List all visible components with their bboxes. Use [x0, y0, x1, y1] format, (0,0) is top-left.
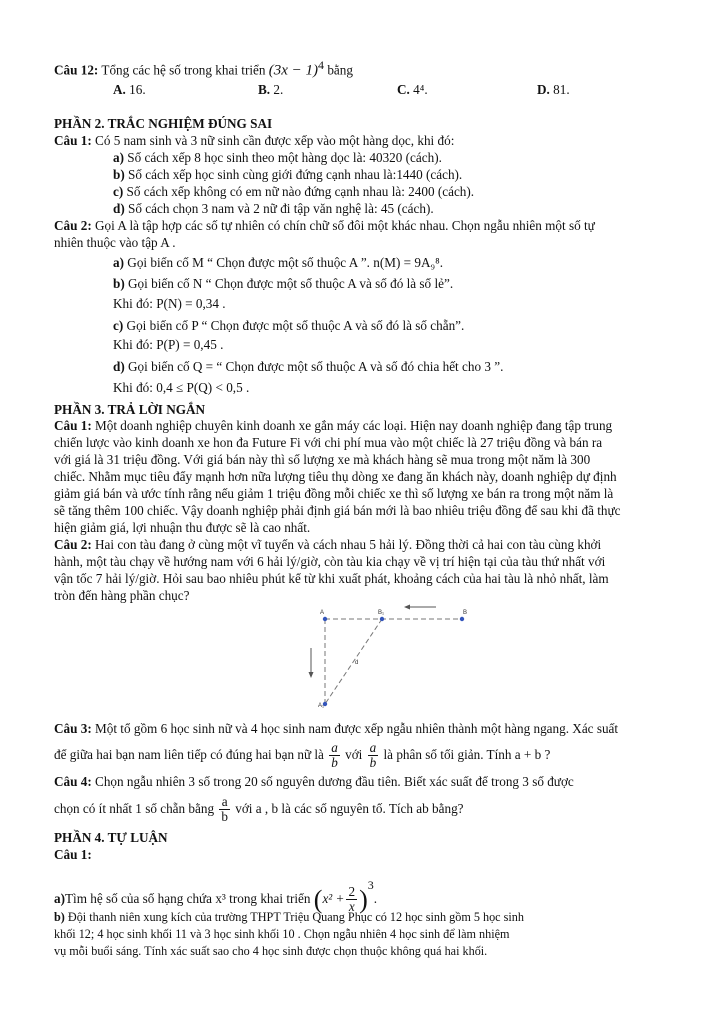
label-d: d [355, 660, 359, 666]
item-letter: a) [113, 150, 124, 165]
fraction-denominator: b [221, 809, 228, 825]
west-arrow-head [404, 605, 410, 610]
fraction-denominator: b [369, 755, 377, 771]
p2-c1-line [54, 133, 454, 149]
paragraph-line: vụ mỗi buổi sáng. Tính xác suất sao cho 4 học sinh được chọn thuộc không quá hai khối. [54, 944, 488, 958]
p3-c2-label: Câu 2: [54, 537, 92, 552]
label-b1: B₁ [378, 610, 385, 616]
option-value: 81. [553, 82, 570, 97]
q12-line [54, 57, 353, 78]
item-text: Gọi biến cố Q = “ Chọn được một số thuộc A và số đó chia hết cho 3 ”. [128, 359, 504, 374]
paragraph-line: tròn đến hàng phần chục? [54, 588, 190, 603]
item-text: Số cách xếp không có em nữ nào đứng cạnh nhau là: 2400 (cách). [126, 184, 475, 199]
part2-heading: PHẦN 2. TRẮC NGHIỆM ĐÚNG SAI [54, 116, 273, 131]
p2-c1-item-d [113, 201, 434, 217]
fraction-a-b [219, 795, 230, 824]
item-letter: d) [113, 359, 125, 374]
q12-text: Tổng các hệ số trong khai triển [101, 62, 266, 78]
paragraph-line: Hai con tàu đang ở cùng một vĩ tuyến và cách nhau 5 hải lý. Đồng thời cả hai con tàu cùng khởi [95, 537, 602, 552]
p2-c2-d-then: Khi đó: 0,4 ≤ P(Q) < 0,5 . [113, 380, 250, 395]
paragraph-text: là phân số tối giản. Tính a + b ? [383, 747, 551, 762]
option-value: 16. [129, 82, 146, 97]
item-text: Tìm hệ số của số hạng chứa x³ trong khai triển [65, 891, 311, 906]
p3-c3-line1 [54, 721, 618, 737]
open-paren: ( [313, 884, 323, 914]
paragraph-line: hành, một tàu chạy về hướng nam với 6 hải lý/giờ, còn tàu kia chạy về vị trí hiện tại của tàu thứ nhất với [54, 554, 606, 569]
p2-c2-item-d [113, 359, 503, 375]
p2-c2-b-then: Khi đó: P(N) = 0,34 . [113, 296, 226, 311]
ships-figure [300, 600, 510, 712]
p4-c1-label: Câu 1: [54, 847, 92, 862]
paragraph-line: Một tổ gồm 6 học sinh nữ và 4 học sinh nam được xếp ngẫu nhiên thành một hàng ngang. Xác suất [95, 721, 619, 736]
p2-c1-text: Có 5 nam sinh và 3 nữ sinh cần được xếp vào một hàng dọc, khi đó: [95, 133, 455, 148]
option-value: 4⁴. [413, 82, 428, 97]
q12-option-b[interactable] [258, 82, 283, 98]
p4-c1-b-line0 [54, 909, 524, 925]
option-letter: D. [537, 82, 550, 97]
item-letter: d) [113, 201, 125, 216]
distance-line [325, 619, 382, 704]
q12-option-a[interactable] [113, 82, 146, 98]
p3-c3-line2 [54, 738, 550, 772]
fraction-a-b [368, 741, 379, 770]
q12-label: Câu 12: [54, 62, 99, 78]
paragraph-text: với a , b là các số nguyên tố. Tích ab bằng? [235, 801, 464, 816]
fraction-denominator: b [331, 755, 338, 771]
fraction-denominator: x [348, 899, 355, 915]
item-letter: a) [54, 891, 65, 906]
point-b [460, 617, 464, 621]
p2-c2-text1: Gọi A là tập hợp các số tự nhiên có chín chữ số đôi một khác nhau. Chọn ngẫu nhiên một số tự [95, 218, 595, 233]
item-text: Số cách xếp 8 học sinh theo một hàng dọc là: 40320 (cách). [127, 150, 442, 165]
p2-c2-line1 [54, 218, 595, 234]
item-text: Gọi biến cố M “ Chọn được một số thuộc A ”. n(M) = 9A₉⁸. [127, 255, 444, 270]
item-letter: c) [113, 184, 124, 199]
item-text: Gọi biến cố P “ Chọn được một số thuộc A và số đó là số chẵn”. [126, 318, 465, 333]
q12-expr: (3x − 1) [268, 62, 319, 79]
p2-c1-item-a [113, 150, 442, 166]
part3-heading: PHẦN 3. TRẢ LỜI NGẮN [54, 402, 206, 417]
p2-c1-label: Câu 1: [54, 133, 92, 148]
paragraph-line: giảm giá bán và ước tính rằng nếu giảm 1 triệu đồng mỗi chiếc xe thì số lượng xe bán ra trong một năm là [54, 486, 614, 501]
south-arrow-head [309, 672, 314, 678]
q12-option-c[interactable] [397, 82, 428, 98]
paragraph-line: Đội thanh niên xung kích của trường THPT Triệu Quang Phục có 12 học sinh gồm 5 học sinh [67, 910, 524, 924]
q12-exp: 4 [318, 58, 325, 72]
paragraph-text: với [345, 747, 363, 762]
p2-c2-item-b [113, 276, 453, 292]
item-text: Gọi biến cố N “ Chọn được một số thuộc A và số đó là số lẻ”. [128, 276, 454, 291]
item-letter: a) [113, 255, 124, 270]
item-letter: c) [113, 318, 124, 333]
paragraph-line: chiến lược vào kinh doanh xe hon đa Future Fi với chi phí mua vào một chiếc là 27 triệu đồng và bán ra [54, 435, 603, 450]
p2-c2-line2: nhiên thuộc vào tập A . [54, 235, 176, 250]
paragraph-line: khối 12; 4 học sinh khối 11 và 3 học sinh khối 10 . Chọn ngẫu nhiên 4 học sinh để làm nhiệm [54, 927, 510, 941]
p3-c4-line2 [54, 792, 464, 826]
p3-c1-label: Câu 1: [54, 418, 92, 433]
p3-c4-line1 [54, 774, 574, 790]
p2-c2-c-then: Khi đó: P(P) = 0,45 . [113, 337, 224, 352]
paragraph-line: Một doanh nghiệp chuyên kinh doanh xe gắn máy các loại. Hiện nay doanh nghiệp đang tập trung [95, 418, 613, 433]
item-text: Số cách chọn 3 nam và 2 nữ đi tập văn nghệ là: 45 (cách). [128, 201, 434, 216]
fraction-numerator: 2 [348, 884, 356, 900]
p4-c1-a: a)Tìm hệ số của số hạng chứa x³ trong khai triển (x² + $\frac{2}{x}$ )$^3$. [54, 878, 378, 915]
paragraph-line: với giá là 31 triệu đồng. Với giá bán này thì số lượng xe mà khách hàng sẽ mua trong một năm là 300 [54, 452, 591, 467]
paragraph-line: chiếc. Nhằm mục tiêu đẩy mạnh hơn nữa lượng tiêu thụ dòng xe đang ăn khách này, doanh nghiệp dự định [54, 469, 617, 484]
item-letter: b) [54, 910, 65, 924]
q12-option-d[interactable] [537, 82, 570, 98]
p2-c2-label: Câu 2: [54, 218, 92, 233]
part4-heading: PHẦN 4. TỰ LUẬN [54, 830, 168, 845]
p2-c2-item-a [113, 255, 443, 271]
label-a1: A₁ [318, 703, 325, 709]
p3-c4-label: Câu 4: [54, 774, 92, 789]
item-text: Số cách xếp học sinh cùng giới đứng cạnh nhau là:1440 (cách). [128, 167, 463, 182]
paragraph-text: chọn có ít nhất 1 số chẵn bằng [54, 801, 215, 816]
point-b1 [380, 617, 384, 621]
item-letter: b) [113, 276, 125, 291]
p3-c2-line0 [54, 537, 601, 553]
label-b: B [463, 610, 468, 616]
p2-c1-item-b [113, 167, 462, 183]
option-letter: B. [258, 82, 271, 97]
close-paren: ) [359, 884, 368, 914]
fraction-a-b [329, 741, 340, 770]
paragraph-text: để giữa hai bạn nam liên tiếp có đúng hai bạn nữ là [54, 747, 324, 762]
fraction-numerator: a [331, 740, 338, 756]
p3-c3-label: Câu 3: [54, 721, 92, 736]
item-letter: b) [113, 167, 125, 182]
option-letter: C. [397, 82, 410, 97]
paragraph-line: hiện giảm giá, lợi nhuận thu được sẽ là cao nhất. [54, 520, 311, 535]
p2-c1-item-c [113, 184, 474, 200]
option-letter: A. [113, 82, 126, 97]
fraction-numerator: a [369, 740, 377, 756]
label-a: A [320, 610, 325, 616]
fraction-numerator: a [219, 795, 230, 810]
p3-c1-line0 [54, 418, 612, 434]
expr-base: x² + [322, 891, 345, 906]
point-a [323, 617, 327, 621]
p2-c2-item-c [113, 318, 464, 334]
option-value: 2. [273, 82, 284, 97]
paragraph-line: Chọn ngẫu nhiên 3 số trong 20 số nguyên dương đầu tiên. Biết xác suất để trong 3 số được [95, 774, 574, 789]
paragraph-line: vận tốc 7 hải lý/giờ. Hỏi sau bao nhiêu phút kể từ khi xuất phát, khoảng cách của hai tàu là nhỏ nhất, làm [54, 571, 609, 586]
paragraph-line: sẽ tăng thêm 100 chiếc. Vậy doanh nghiệp phải định giá bán mới là bao nhiêu triệu đồng để sau khi đã thực [54, 503, 621, 518]
q12-tail: bằng [327, 62, 353, 78]
expr-exponent: 3 [367, 878, 374, 892]
